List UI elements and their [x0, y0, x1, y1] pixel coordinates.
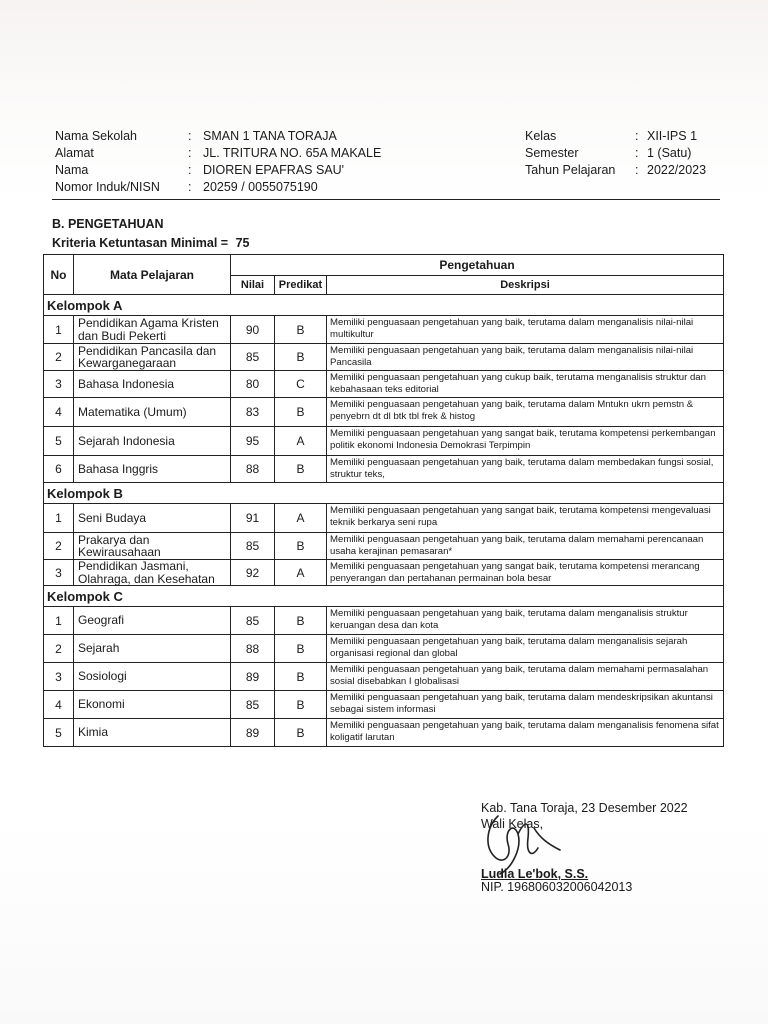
info-colon: :: [635, 163, 639, 177]
subject-name: Bahasa Inggris: [74, 456, 231, 483]
row-number: 2: [44, 635, 74, 663]
predicate-grade: C: [275, 371, 327, 398]
description-text: Memiliki penguasaan pengetahuan yang baik, terutama dalam menganalisis struktur keruangan desa dan kota: [327, 607, 724, 635]
row-number: 6: [44, 456, 74, 483]
score-value: 89: [231, 719, 275, 747]
description-text: Memiliki penguasaan pengetahuan yang baik, terutama dalam menganalisis sejarah organisasi regional dan global: [327, 635, 724, 663]
score-value: 83: [231, 398, 275, 427]
row-number: 1: [44, 504, 74, 533]
info-value: 20259 / 0055075190: [203, 180, 318, 194]
row-number: 4: [44, 691, 74, 719]
row-number: 4: [44, 398, 74, 427]
score-value: 95: [231, 427, 275, 456]
subject-name: Pendidikan Pancasila dan Kewarganegaraan: [74, 344, 231, 371]
table-row: [44, 398, 724, 427]
col-header-description: Deskripsi: [327, 276, 724, 295]
predicate-grade: B: [275, 691, 327, 719]
score-value: 85: [231, 533, 275, 560]
info-colon: :: [188, 146, 192, 160]
predicate-grade: A: [275, 504, 327, 533]
signature-role: Wali Kelas,: [481, 817, 544, 831]
row-number: 5: [44, 427, 74, 456]
col-header-score: Nilai: [231, 276, 275, 295]
predicate-grade: B: [275, 398, 327, 427]
row-number: 3: [44, 663, 74, 691]
subject-name: Kimia: [74, 719, 231, 747]
predicate-grade: B: [275, 635, 327, 663]
score-value: 88: [231, 456, 275, 483]
description-text: Memiliki penguasaan pengetahuan yang sangat baik, terutama kompetensi perkembangan politik ekonomi Indonesia Demokrasi Terpimpin: [327, 427, 724, 456]
subject-name: Pendidikan Agama Kristen dan Budi Pekerti: [74, 316, 231, 344]
group-row: [44, 483, 724, 504]
info-value: 1 (Satu): [647, 146, 692, 160]
info-label: Nama: [55, 163, 89, 177]
predicate-grade: B: [275, 607, 327, 635]
description-text: Memiliki penguasaan pengetahuan yang baik, terutama dalam Mntukn ukrn pemstn & penyebrn dt dl btk tbl frek & histog: [327, 398, 724, 427]
info-label: Kelas: [525, 129, 557, 143]
description-text: Memiliki penguasaan pengetahuan yang baik, terutama dalam memahami perencanaan usaha kerajinan pemasaran*: [327, 533, 724, 560]
score-value: 88: [231, 635, 275, 663]
subject-name: Bahasa Indonesia: [74, 371, 231, 398]
group-label: Kelompok A: [44, 295, 724, 316]
row-number: 1: [44, 607, 74, 635]
info-label: Nomor Induk/NISN: [55, 180, 160, 194]
info-value: DIOREN EPAFRAS SAU': [203, 163, 345, 177]
subject-name: Ekonomi: [74, 691, 231, 719]
info-value: XII-IPS 1: [647, 129, 698, 143]
description-text: Memiliki penguasaan pengetahuan yang cukup baik, terutama menganalisis struktur dan kebahasaan teks editorial: [327, 371, 724, 398]
description-text: Memiliki penguasaan pengetahuan yang sangat baik, terutama kompetensi mengevaluasi teknik berkarya seni rupa: [327, 504, 724, 533]
subject-name: Geografi: [74, 607, 231, 635]
score-value: 85: [231, 607, 275, 635]
section-title: B. PENGETAHUAN: [52, 217, 164, 231]
info-colon: :: [188, 163, 192, 177]
description-text: Memiliki penguasaan pengetahuan yang baik, terutama dalam membedakan fungsi sosial, struktur teks,: [327, 456, 724, 483]
table-row: [44, 456, 724, 483]
description-text: Memiliki penguasaan pengetahuan yang sangat baik, terutama kompetensi merancang penyerangan dan pertahanan permainan bola besar: [327, 560, 724, 586]
header-divider: [52, 199, 720, 200]
row-number: 1: [44, 316, 74, 344]
info-colon: :: [188, 129, 192, 143]
score-value: 80: [231, 371, 275, 398]
homeroom-teacher-name: Ludia Le'bok, S.S.: [481, 867, 589, 881]
group-label: Kelompok C: [44, 586, 724, 607]
table-row: [44, 719, 724, 747]
predicate-grade: B: [275, 316, 327, 344]
group-row: [44, 295, 724, 316]
score-value: 90: [231, 316, 275, 344]
info-colon: :: [635, 129, 639, 143]
table-row: [44, 344, 724, 371]
subject-name: Pendidikan Jasmani, Olahraga, dan Kesehatan: [74, 560, 231, 586]
col-header-no: No: [44, 255, 74, 295]
info-colon: :: [635, 146, 639, 160]
kkm-value: 75: [235, 236, 250, 250]
description-text: Memiliki penguasaan pengetahuan yang baik, terutama dalam menganalisis fenomena sifat koligatif larutan: [327, 719, 724, 747]
homeroom-teacher-nip: NIP. 196806032006042013: [481, 880, 633, 894]
info-value: SMAN 1 TANA TORAJA: [203, 129, 337, 143]
kkm-line: [52, 236, 249, 250]
row-number: 2: [44, 533, 74, 560]
row-number: 3: [44, 560, 74, 586]
subject-name: Seni Budaya: [74, 504, 231, 533]
score-value: 92: [231, 560, 275, 586]
predicate-grade: A: [275, 560, 327, 586]
row-number: 5: [44, 719, 74, 747]
table-row: [44, 316, 724, 344]
subject-name: Sosiologi: [74, 663, 231, 691]
grades-body: [44, 295, 724, 747]
predicate-grade: A: [275, 427, 327, 456]
score-value: 85: [231, 344, 275, 371]
info-value: JL. TRITURA NO. 65A MAKALE: [203, 146, 382, 160]
predicate-grade: B: [275, 456, 327, 483]
kkm-label: Kriteria Ketuntasan Minimal =: [52, 236, 229, 250]
table-row: [44, 533, 724, 560]
info-label: Tahun Pelajaran: [525, 163, 616, 177]
predicate-grade: B: [275, 719, 327, 747]
score-value: 91: [231, 504, 275, 533]
col-header-group: Pengetahuan: [231, 255, 724, 276]
info-label: Semester: [525, 146, 579, 160]
info-label: Alamat: [55, 146, 94, 160]
group-row: [44, 586, 724, 607]
subject-name: Matematika (Umum): [74, 398, 231, 427]
description-text: Memiliki penguasaan pengetahuan yang baik, terutama dalam menganalisis nilai-nilai multikultur: [327, 316, 724, 344]
table-row: [44, 371, 724, 398]
signature-place-date: Kab. Tana Toraja, 23 Desember 2022: [481, 801, 688, 815]
predicate-grade: B: [275, 533, 327, 560]
description-text: Memiliki penguasaan pengetahuan yang baik, terutama dalam mendeskripsikan akuntansi sebagai sistem informasi: [327, 691, 724, 719]
description-text: Memiliki penguasaan pengetahuan yang baik, terutama dalam memahami permasalahan sosial disebabkan I globalisasi: [327, 663, 724, 691]
col-header-predicate: Predikat: [275, 276, 327, 295]
table-row: [44, 607, 724, 635]
table-row: [44, 663, 724, 691]
subject-name: Prakarya dan Kewirausahaan: [74, 533, 231, 560]
table-row: [44, 427, 724, 456]
predicate-grade: B: [275, 344, 327, 371]
subject-name: Sejarah Indonesia: [74, 427, 231, 456]
score-value: 85: [231, 691, 275, 719]
table-row: [44, 635, 724, 663]
col-header-subject: Mata Pelajaran: [74, 255, 231, 295]
score-value: 89: [231, 663, 275, 691]
info-colon: :: [188, 180, 192, 194]
grades-table: [43, 254, 724, 747]
description-text: Memiliki penguasaan pengetahuan yang baik, terutama dalam menganalisis nilai-nilai Pancasila: [327, 344, 724, 371]
subject-name: Sejarah: [74, 635, 231, 663]
table-row: [44, 504, 724, 533]
row-number: 3: [44, 371, 74, 398]
predicate-grade: B: [275, 663, 327, 691]
info-label: Nama Sekolah: [55, 129, 137, 143]
row-number: 2: [44, 344, 74, 371]
table-row: [44, 691, 724, 719]
table-row: [44, 560, 724, 586]
info-value: 2022/2023: [647, 163, 707, 177]
group-label: Kelompok B: [44, 483, 724, 504]
